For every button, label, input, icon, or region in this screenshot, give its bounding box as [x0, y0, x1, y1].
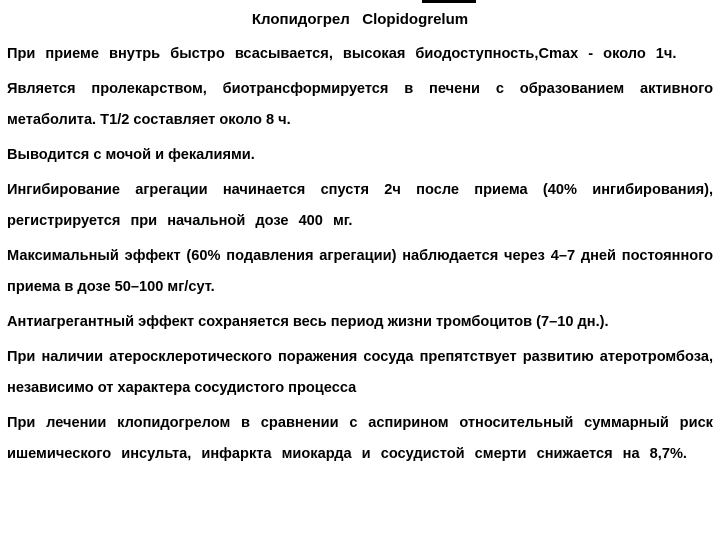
slide-title: Клопидогрел Clopidogrelum — [251, 11, 469, 28]
paragraph-risk-reduction: При лечении клопидогрелом в сравнении с аспирином относительный суммарный риск ишемического инсульта, инфаркта миокарда и сосудистой смерти снижается на 8,7%. — [7, 415, 713, 462]
paragraph-atherosclerosis: При наличии атеросклеротического поражения сосуда препятствует развитию атеротромбоза, независимо от характера сосудистого процесса — [7, 349, 713, 396]
slide-body — [7, 39, 713, 474]
top-decorative-bar — [422, 0, 476, 3]
paragraph-absorption: При приеме внутрь быстро всасывается, высокая биодоступность,Cmax - около 1ч. — [7, 46, 677, 62]
paragraph-max-effect: Максимальный эффект (60% подавления агрегации) наблюдается через 4–7 дней постоянного приема в дозе 50–100 мг/сут. — [7, 248, 713, 295]
paragraph-excretion: Выводится с мочой и фекалиями. — [7, 147, 255, 163]
paragraph-inhibition-onset: Ингибирование агрегации начинается спустя 2ч после приема (40% ингибирования), регистрируется при начальной дозе 400 мг. — [7, 182, 713, 229]
paragraph-antiplatelet-duration: Антиагрегантный эффект сохраняется весь период жизни тромбоцитов (7–10 дн.). — [7, 314, 609, 330]
paragraph-prodrug: Является пролекарством, биотрансформируется в печени с образованием активного метаболита. T1/2 составляет около 8 ч. — [7, 81, 713, 128]
